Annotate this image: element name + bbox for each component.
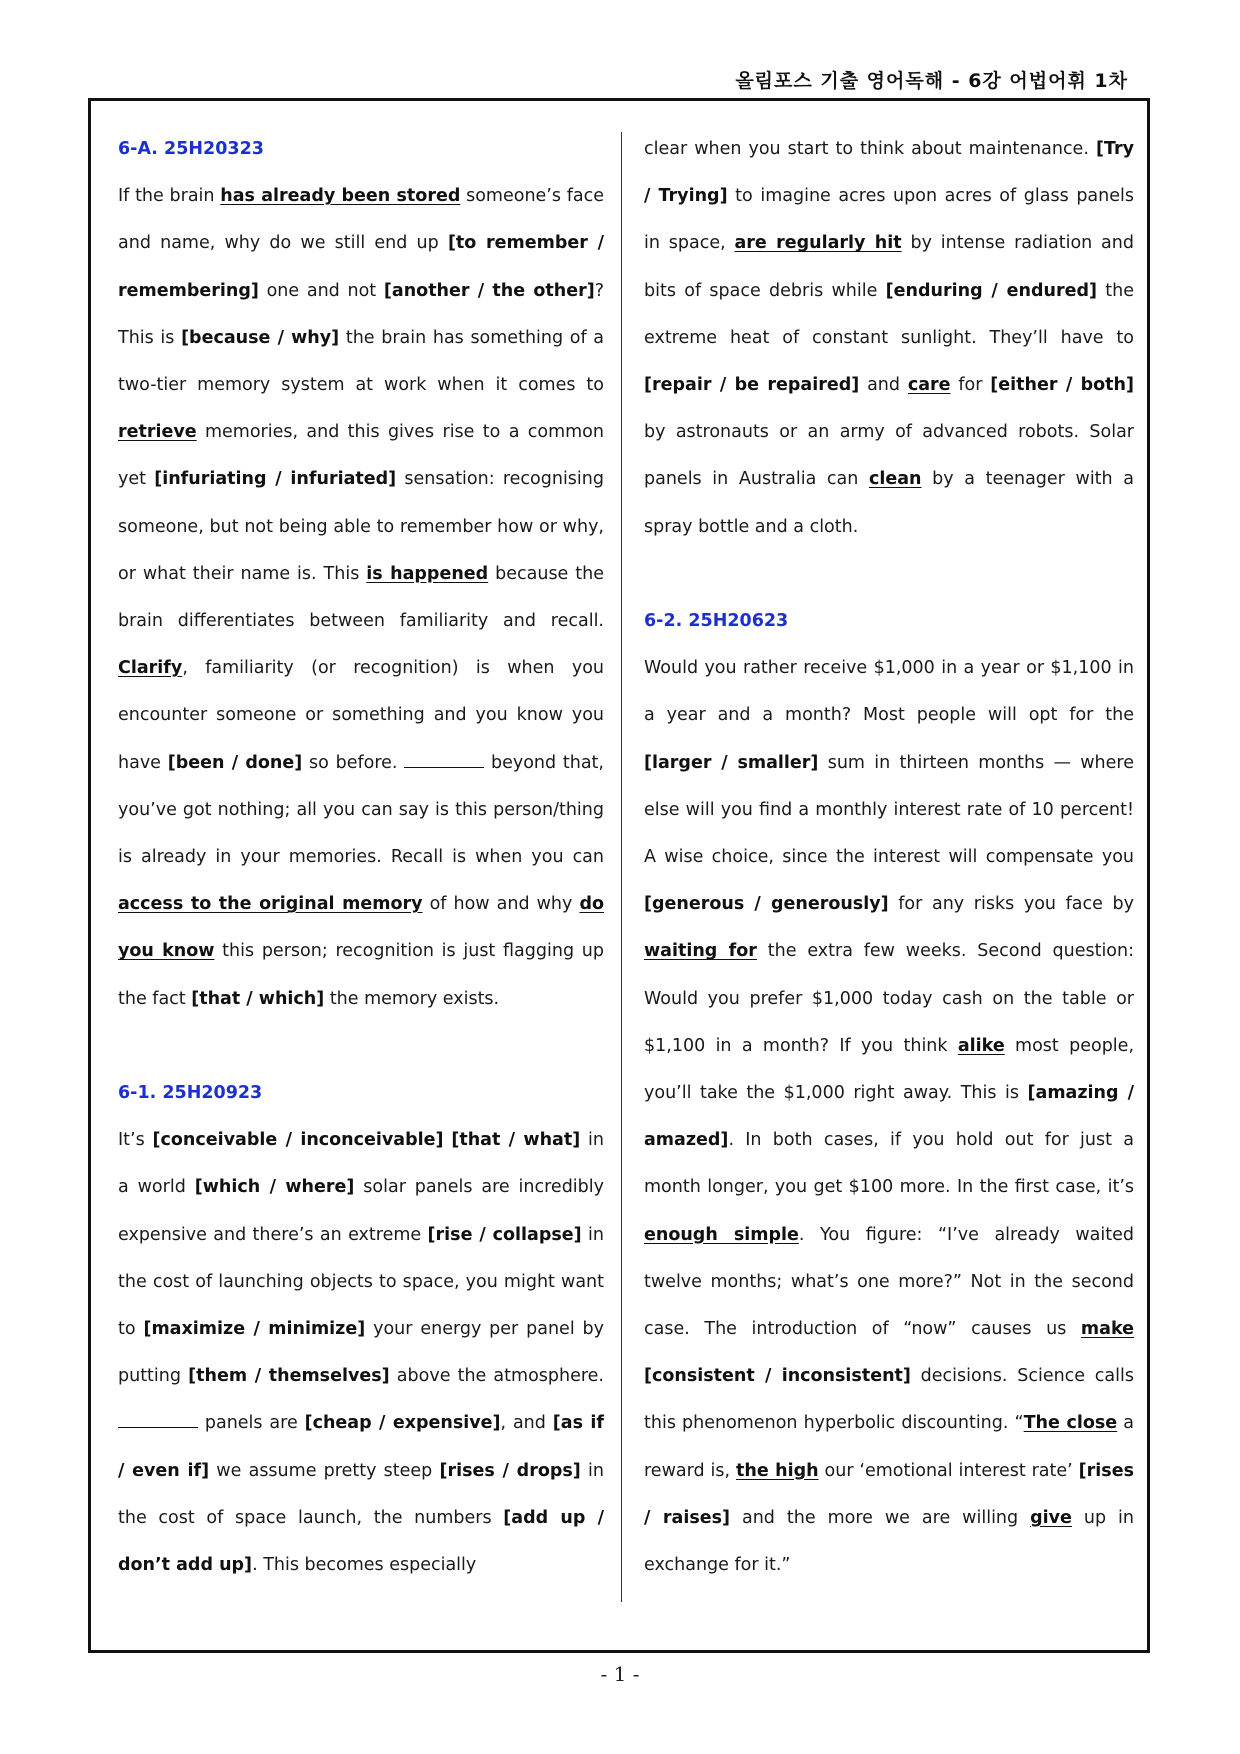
text: a reward is, bbox=[644, 1413, 1135, 1481]
text: in a world bbox=[118, 1130, 604, 1198]
text: by astronauts or an army of advanced robots. Solar panels in Australia can bbox=[644, 422, 1134, 490]
choice-bracket: [larger / smaller] bbox=[644, 752, 819, 773]
text-continues-right-column: . This becomes especially bbox=[252, 1555, 477, 1576]
text: and the more we are willing bbox=[730, 1507, 1031, 1528]
text: sensation: recognising someone, but not being able to remember how or why, or what their name is. This bbox=[118, 469, 604, 584]
text: the brain has something of a two-tier memory system at work when it comes to bbox=[118, 327, 604, 396]
text: for bbox=[950, 375, 991, 396]
text: ? This is bbox=[118, 280, 604, 348]
text: memories, and this gives rise to a common yet bbox=[118, 422, 604, 490]
grammar-error-item: are regularly hit bbox=[734, 233, 902, 254]
grammar-error-item: retrieve bbox=[118, 422, 197, 443]
grammar-error-item: care bbox=[907, 375, 951, 396]
spacer bbox=[118, 1023, 604, 1070]
text: the extreme heat of constant sunlight. They’ll have to bbox=[644, 280, 1134, 348]
text: solar panels are incredibly expensive and there’s an extreme bbox=[118, 1177, 604, 1245]
choice-bracket: [because / why] bbox=[181, 327, 340, 348]
right-column bbox=[644, 126, 1134, 1589]
section-title-6-1: 6-1. 25H20923 bbox=[118, 1083, 263, 1104]
text: It’s bbox=[118, 1130, 153, 1151]
passage-6-2 bbox=[644, 645, 1134, 1589]
passage-6a bbox=[118, 173, 604, 1023]
spacer bbox=[644, 551, 1134, 598]
passage-6-1 bbox=[118, 1117, 604, 1589]
text: . You figure: “I’ve already waited twelve months; what’s one more?” Not in the second case. The introduction of “now” causes us bbox=[644, 1224, 1134, 1340]
text: If the brain bbox=[118, 186, 221, 207]
text: by intense radiation and bits of space debris while bbox=[644, 233, 1134, 301]
text: by a teenager with a spray bottle and a cloth. bbox=[644, 469, 1134, 537]
grammar-error-item: do you know bbox=[118, 894, 604, 962]
left-column bbox=[118, 126, 604, 1589]
choice-bracket: [consistent / inconsistent] bbox=[644, 1366, 911, 1387]
text: this person; recognition is just flagging up the fact bbox=[118, 941, 604, 1009]
page-header: 올림포스 기출 영어독해 - 6강 어법어휘 1차 bbox=[735, 70, 1128, 92]
text: most people, you’ll take the $1,000 right away. This is bbox=[644, 1035, 1135, 1104]
choice-bracket: [cheap / expensive] bbox=[304, 1413, 501, 1434]
choice-bracket: [been / done] bbox=[167, 752, 303, 773]
choice-bracket: [add up / don’t add up] bbox=[118, 1507, 604, 1576]
text: panels are bbox=[198, 1413, 305, 1434]
text: up in exchange for it.” bbox=[644, 1507, 1135, 1576]
fill-in-blank bbox=[118, 1413, 198, 1428]
choice-bracket: [amazing / amazed] bbox=[644, 1083, 1134, 1151]
grammar-error-item: clean bbox=[869, 469, 922, 490]
grammar-error-item: waiting for bbox=[644, 941, 757, 962]
grammar-error-item: is happened bbox=[366, 563, 489, 584]
text: , and bbox=[500, 1413, 553, 1434]
grammar-error-item: Clarify bbox=[118, 658, 183, 679]
page-number: - 1 - bbox=[600, 1662, 640, 1686]
text: beyond that, you’ve got nothing; all you can say is this person/thing is already in your memories. Recall is when you can bbox=[118, 752, 604, 868]
choice-bracket: [that / what] bbox=[451, 1130, 581, 1151]
section-title-6a: 6-A. 25H20323 bbox=[118, 139, 264, 159]
text: the memory exists. bbox=[324, 988, 500, 1009]
text: of how and why bbox=[422, 894, 580, 915]
text: above the atmosphere. bbox=[389, 1366, 604, 1387]
choice-bracket: [maximize / minimize] bbox=[143, 1319, 366, 1340]
grammar-error-item: alike bbox=[957, 1035, 1005, 1056]
column-divider bbox=[621, 132, 622, 1602]
grammar-error-item: give bbox=[1030, 1507, 1072, 1528]
text: we assume pretty steep bbox=[209, 1460, 440, 1481]
passage-6-1-continued bbox=[644, 126, 1134, 551]
choice-bracket: [to remember / remembering] bbox=[118, 233, 604, 301]
text: someone’s face and name, why do we still end up bbox=[118, 186, 604, 254]
grammar-error-item: The close bbox=[1023, 1413, 1118, 1434]
choice-bracket: [them / themselves] bbox=[188, 1366, 390, 1387]
choice-bracket: [repair / be repaired] bbox=[644, 375, 860, 396]
fill-in-blank bbox=[404, 753, 484, 768]
text: to imagine acres upon acres of glass panels in space, bbox=[644, 186, 1134, 254]
choice-bracket: [rises / drops] bbox=[439, 1460, 581, 1481]
text: in the cost of space launch, the numbers bbox=[118, 1460, 604, 1528]
grammar-error-item: enough simple bbox=[644, 1224, 799, 1245]
choice-bracket: [another / the other] bbox=[383, 280, 595, 301]
text: because the brain differentiates between familiarity and recall. bbox=[118, 563, 604, 632]
choice-bracket: [either / both] bbox=[990, 375, 1134, 396]
choice-bracket: [that / which] bbox=[191, 988, 325, 1009]
grammar-error-item: the high bbox=[736, 1460, 819, 1481]
choice-bracket: [Try / Trying] bbox=[644, 139, 1134, 207]
section-title-6-2: 6-2. 25H20623 bbox=[644, 611, 789, 632]
text: our ‘emotional interest rate’ bbox=[818, 1460, 1079, 1481]
text: Would you rather receive $1,000 in a year or $1,100 in a year and a month? Most people will opt for the bbox=[644, 658, 1134, 726]
text: for any risks you face by bbox=[888, 894, 1135, 915]
grammar-error-item: has already been stored bbox=[220, 186, 461, 207]
text: sum in thirteen months — where else will you find a monthly interest rate of 10 percent! A wise choice, since the interest will compensate you bbox=[644, 752, 1134, 868]
text: so before. bbox=[302, 752, 405, 773]
choice-bracket: [which / where] bbox=[194, 1177, 355, 1198]
text: in the cost of launching objects to space, you might want to bbox=[118, 1224, 604, 1340]
choice-bracket: [rises / raises] bbox=[644, 1460, 1134, 1528]
text: decisions. Science calls this phenomenon hyperbolic discounting. “ bbox=[644, 1366, 1134, 1434]
grammar-error-item: access to the original memory bbox=[118, 894, 423, 915]
text: the extra few weeks. Second question: Would you prefer $1,000 today cash on the table or $1,100 in a month? If you think bbox=[644, 941, 1135, 1056]
choice-bracket: [enduring / endured] bbox=[885, 280, 1097, 301]
text: clear when you start to think about maintenance. bbox=[644, 139, 1096, 159]
choice-bracket: [as if / even if] bbox=[118, 1413, 605, 1481]
text: one and not bbox=[258, 280, 384, 301]
text: your energy per panel by putting bbox=[118, 1319, 605, 1387]
choice-bracket: [conceivable / inconceivable] bbox=[152, 1130, 444, 1151]
text: . In both cases, if you hold out for just a month longer, you get $100 more. In the first case, it’s bbox=[644, 1130, 1134, 1198]
text: and bbox=[859, 375, 908, 396]
choice-bracket: [infuriating / infuriated] bbox=[154, 469, 397, 490]
choice-bracket: [generous / generously] bbox=[644, 894, 889, 915]
choice-bracket: [rise / collapse] bbox=[427, 1224, 582, 1245]
text: , familiarity (or recognition) is when you encounter someone or something and you know you have bbox=[118, 658, 604, 773]
grammar-error-item: make bbox=[1080, 1319, 1134, 1340]
